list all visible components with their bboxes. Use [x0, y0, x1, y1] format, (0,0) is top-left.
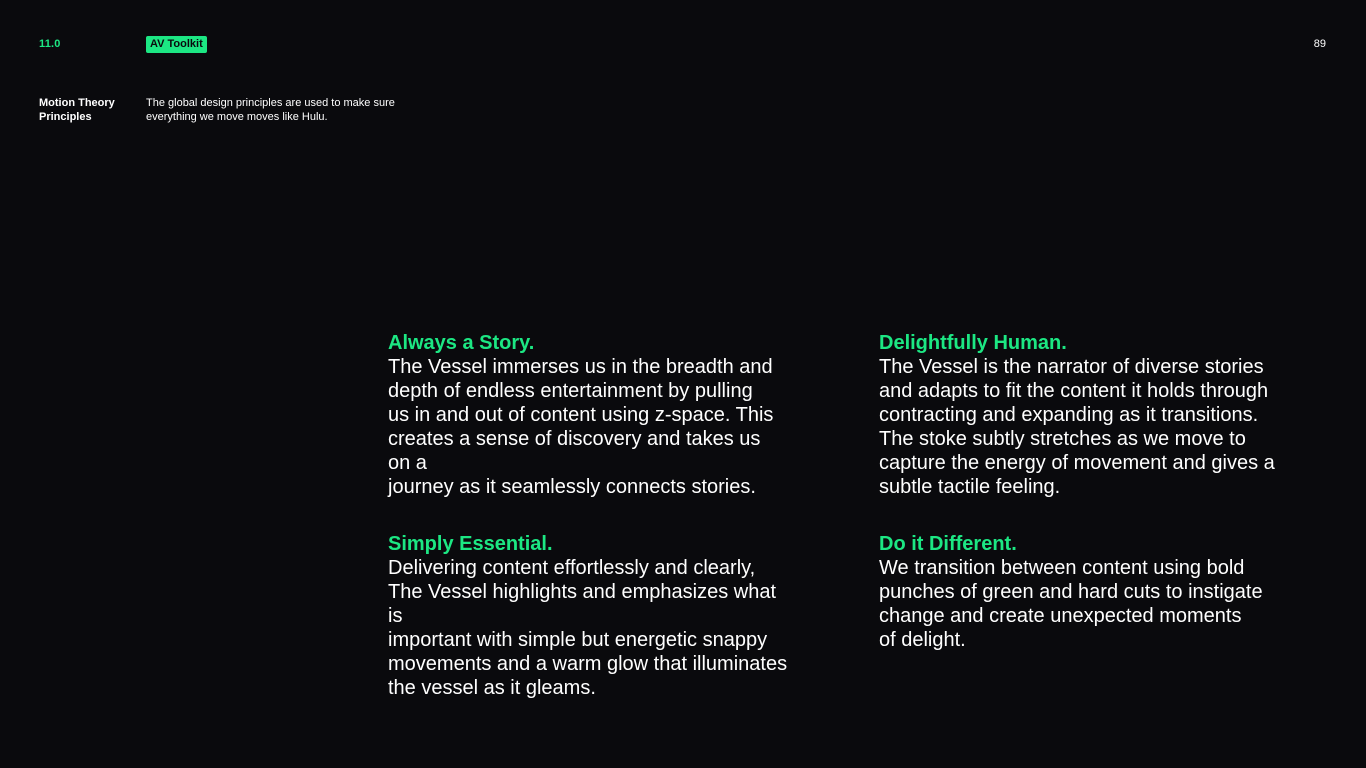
- section-intro: The global design principles are used to make sure everything we move moves like Hulu.: [146, 97, 395, 123]
- principle-simply-essential: [388, 532, 788, 700]
- av-toolkit-badge: AV Toolkit: [146, 36, 207, 53]
- principle-heading: Delightfully Human.: [879, 332, 1067, 354]
- principle-delightfully-human: [879, 331, 1279, 499]
- principle-body: Delivering content effortlessly and clearly, The Vessel highlights and emphasizes what is important with simple but energetic snappy movements and a warm glow that illuminates the vessel as it gleams.: [388, 557, 788, 699]
- principle-do-it-different: [879, 532, 1279, 652]
- principle-body: The Vessel is the narrator of diverse stories and adapts to fit the content it holds through contracting and expanding as it transitions. The stoke subtly stretches as we move to capture the energy of movement and gives a subtle tactile feeling.: [879, 356, 1275, 498]
- principle-body: The Vessel immerses us in the breadth and depth of endless entertainment by pulling us in and out of content using z-space. This creates a sense of discovery and takes us on a journey as it seamlessly connects stories.: [388, 356, 774, 498]
- principle-heading: Do it Different.: [879, 533, 1017, 555]
- page-number: 89: [1313, 38, 1326, 50]
- principle-heading: Simply Essential.: [388, 533, 553, 555]
- principle-body: We transition between content using bold punches of green and hard cuts to instigate change and create unexpected moments of delight.: [879, 557, 1263, 651]
- section-number: 11.0: [39, 38, 61, 50]
- principle-heading: Always a Story.: [388, 332, 535, 354]
- section-title: Motion Theory Principles: [39, 97, 115, 123]
- principle-always-a-story: [388, 331, 788, 499]
